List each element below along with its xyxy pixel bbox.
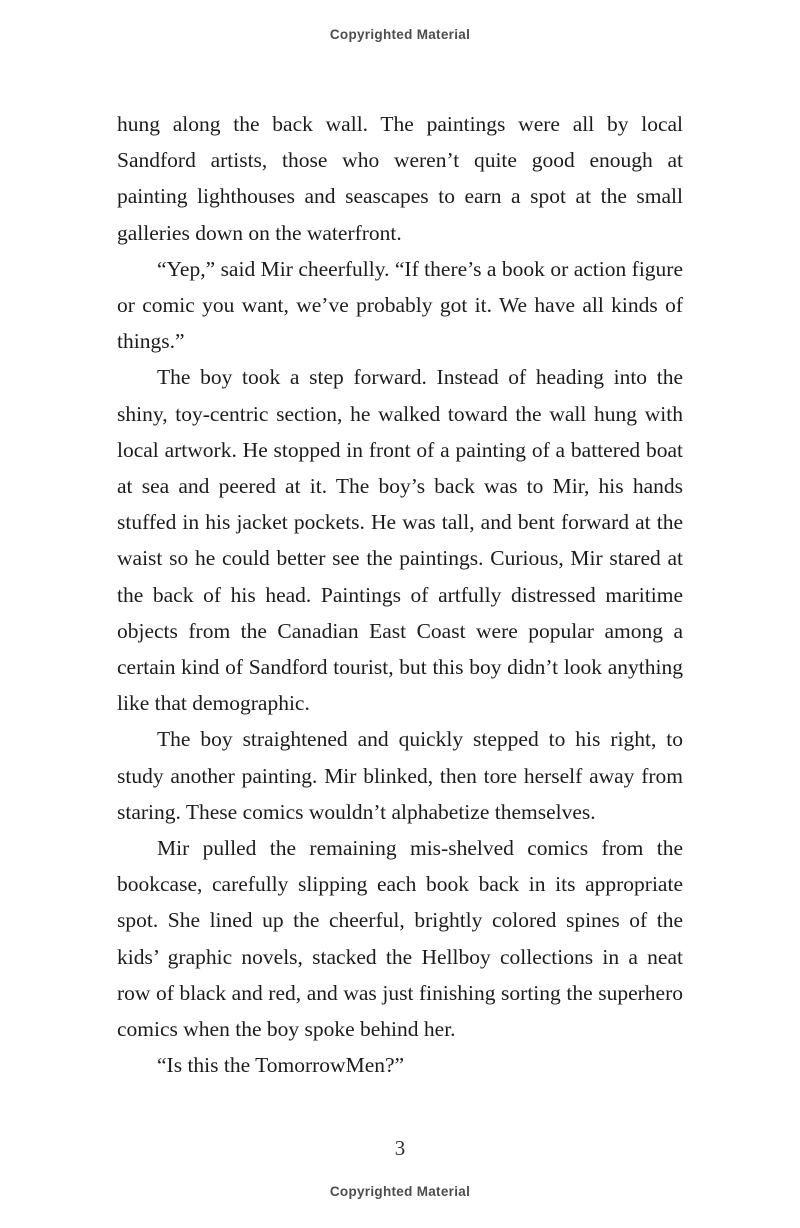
page-number: 3 xyxy=(394,1136,406,1160)
paragraph: Mir pulled the remaining mis-shelved comics from the bookcase, carefully slipping each book back in its appropriate spot. She lined up the cheerful, brightly colored spines of the kids’ graphic novels, stacked the Hellboy collections in a neat row of black and red, and was just finishing sorting the superhero comics when the boy spoke behind her. xyxy=(117,836,683,1042)
paragraph: The boy straightened and quickly stepped to his right, to study another painting. Mir blinked, then tore herself away from staring. These comics wouldn’t alphabetize themselves. xyxy=(117,727,683,824)
copyright-notice-bottom: Copyrighted Material xyxy=(329,1184,471,1199)
paragraph: The boy took a step forward. Instead of heading into the shiny, toy-centric section, he walked toward the wall hung with local artwork. He stopped in front of a painting of a battered boat at sea and peered at it. The boy’s back was to Mir, his hands stuffed in his jacket pockets. He was tall, and bent forward at the waist so he could better see the paintings. Curious, Mir stared at the back of his head. Paintings of artfully distressed maritime objects from the Canadian East Coast were popular among a certain kind of Sandford tourist, but this boy didn’t look anything like that demographic. xyxy=(117,365,683,716)
paragraph: “Yep,” said Mir cheerfully. “If there’s a book or action figure or comic you want, we’ve probably got it. We have all kinds of things.” xyxy=(117,256,683,354)
paragraph: hung along the back wall. The paintings were all by local Sandford artists, those who weren’t quite good enough at painting lighthouses and seascapes to earn a spot at the small galleries down on the waterfront. xyxy=(117,112,683,245)
paragraph: “Is this the TomorrowMen?” xyxy=(157,1053,405,1078)
copyright-notice-top: Copyrighted Material xyxy=(329,27,471,42)
body-text xyxy=(117,106,683,1083)
